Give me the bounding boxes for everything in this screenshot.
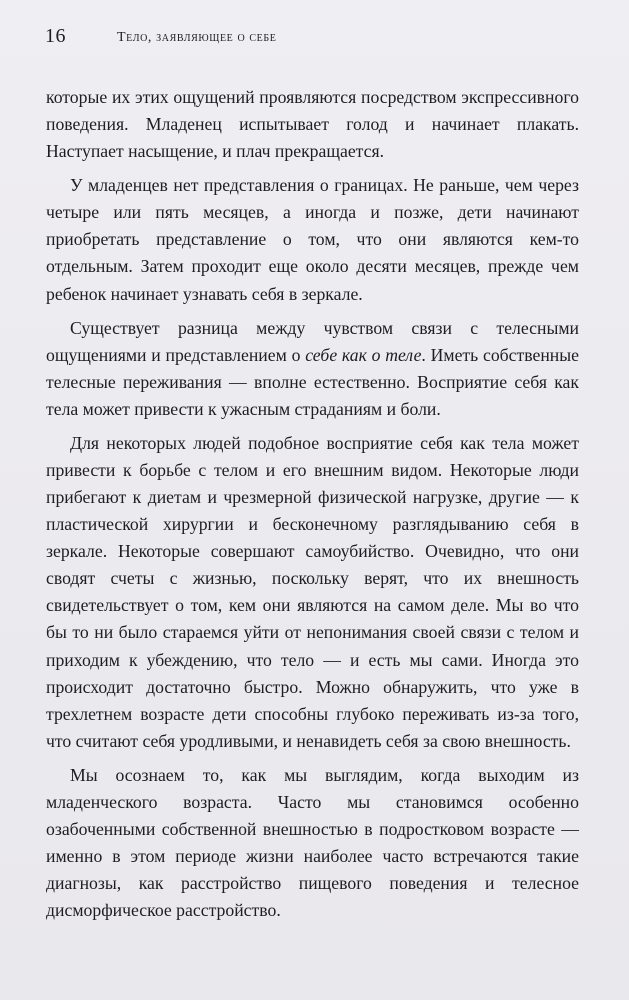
running-title: Тело, заявляющее о себе: [117, 30, 277, 45]
paragraph-1: которые их этих ощущений проявляются посредством экспрессивного поведения. Младенец испытывает голод и начинает плакать. Наступает насыщение, и плач прекращается.: [46, 87, 579, 162]
paragraph-3-start: Существует разница между чувством связи с телесными ощущениями и представлением о: [46, 317, 579, 365]
paragraph-3-emphasis: себе как о теле: [305, 344, 422, 365]
body-text: [46, 84, 579, 931]
paragraph-5: Мы осознаем то, как мы выглядим, когда выходим из младенческого возраста. Часто мы становимся особенно озабоченными собственной внешностью в подростковом возрасте — именно в этом периоде жизни наиболее часто встречаются такие диагнозы, как расстройство пищевого поведения и телесное дисморфическое расстройство.: [46, 764, 579, 921]
paragraph-4: Для некоторых людей подобное восприятие себя как тела может привести к борьбе с телом и его внешним видом. Некоторые люди прибегают к диетам и чрезмерной физической нагрузке, другие — к пластической хирургии и бесконечному разглядыванию себя в зеркале. Некоторые совершают самоубийство. Очевидно, что они сводят счеты с жизнью, поскольку верят, что их внешность свидетельствует о том, кем они являются на самом деле. Мы во что бы то ни было стараемся уйти от непонимания своей связи с телом и приходим к убеждению, что тело — и есть мы сами. Иногда это происходит достаточно быстро. Можно обнаружить, что уже в трехлетнем возрасте дети способны глубоко переживать из-за того, что считают себя уродливыми, и ненавидеть себя за свою внешность.: [46, 432, 579, 751]
paragraph-3-end: . Иметь собственные телесные переживания — вполне естественно. Восприятие себя как тела может привести к ужасным страданиям и боли.: [46, 344, 580, 419]
page-number: 16: [45, 25, 66, 47]
running-head: [45, 22, 589, 50]
paragraph-3: [46, 315, 579, 423]
paragraph-2: У младенцев нет представления о границах. Не раньше, чем через четыре или пять месяцев, а иногда и позже, дети начинают приобретать представление о том, что они являются кем-то отдельным. Затем проходит еще около десяти месяцев, прежде чем ребенок начинает узнавать себя в зеркале.: [46, 175, 579, 304]
